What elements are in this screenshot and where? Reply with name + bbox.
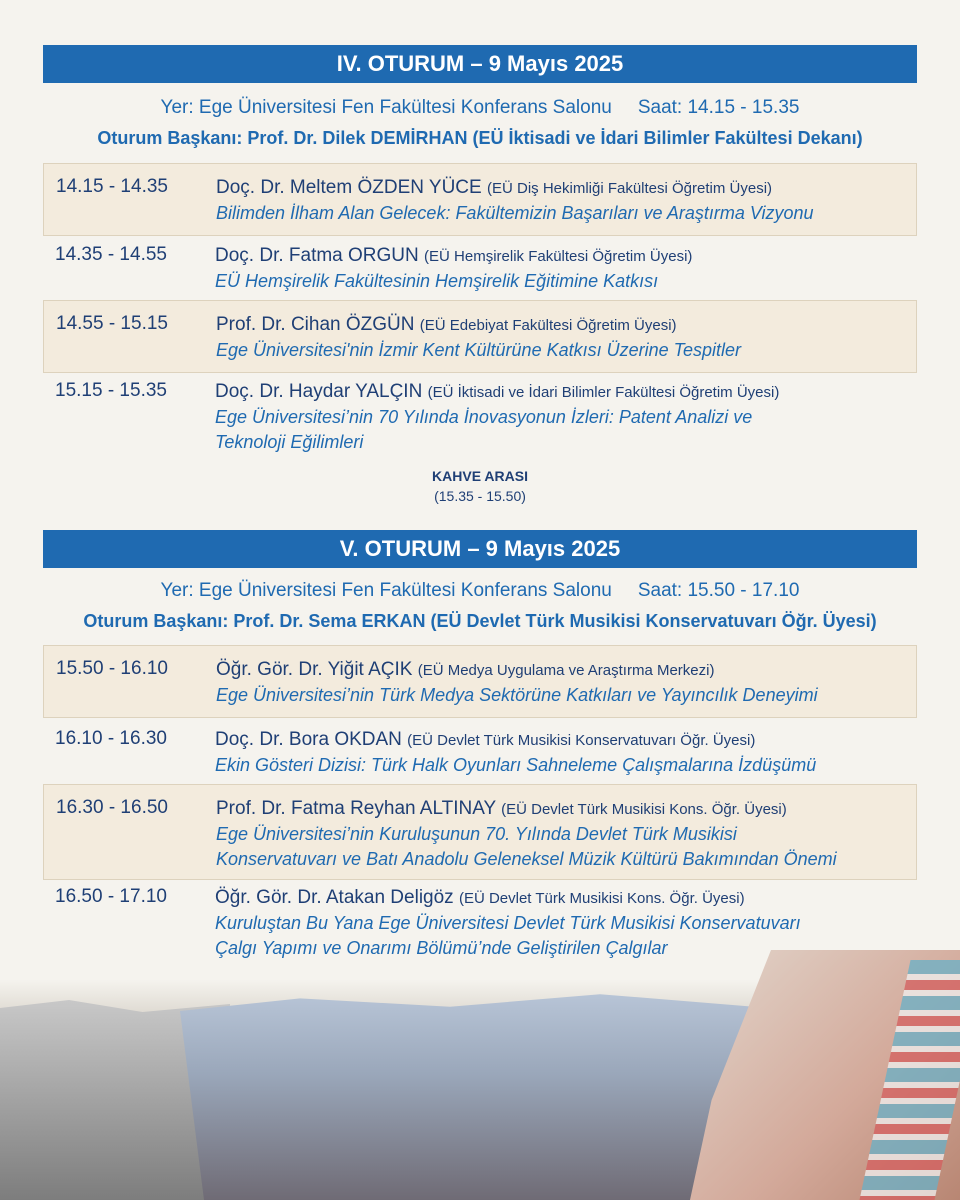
session-4-location: Yer: Ege Üniversitesi Fen Fakültesi Konferans Salonu bbox=[160, 97, 612, 118]
session-4-location-line bbox=[0, 97, 960, 119]
talk-time: 16.10 - 16.30 bbox=[55, 728, 167, 749]
talk-row bbox=[43, 874, 917, 969]
talk-topic-line-1: Ege Üniversitesi’nin Kuruluşunun 70. Yılında Devlet Türk Musikisi bbox=[216, 824, 737, 844]
talk-affiliation: (EÜ Edebiyat Fakültesi Öğretim Üyesi) bbox=[419, 317, 677, 334]
talk-time: 15.15 - 15.35 bbox=[55, 380, 167, 401]
talk-speaker: Prof. Dr. Cihan ÖZGÜN bbox=[216, 314, 415, 335]
talk-topic: Ege Üniversitesi’nin Türk Medya Sektörüne Katkıları ve Yayıncılık Deneyimi bbox=[216, 685, 818, 705]
session-5-time: Saat: 15.50 - 17.10 bbox=[637, 580, 800, 601]
talk-row bbox=[43, 716, 917, 786]
talk-time: 16.50 - 17.10 bbox=[55, 886, 167, 907]
talk-topic: Ege Üniversitesi'nin İzmir Kent Kültürüne Katkısı Üzerine Tespitler bbox=[216, 340, 741, 360]
talk-time: 14.55 - 15.15 bbox=[56, 313, 168, 334]
talk-row bbox=[43, 163, 917, 236]
coffee-break-title: KAHVE ARASI bbox=[432, 468, 528, 484]
session-5-header: V. OTURUM – 9 Mayıs 2025 bbox=[43, 530, 917, 568]
talk-affiliation: (EÜ Devlet Türk Musikisi Konservatuvarı Öğr. Üyesi) bbox=[407, 732, 756, 749]
talk-row bbox=[43, 645, 917, 718]
talk-speaker: Doç. Dr. Meltem ÖZDEN YÜCE bbox=[216, 177, 482, 198]
talk-topic: Ekin Gösteri Dizisi: Türk Halk Oyunları Sahneleme Çalışmalarına İzdüşümü bbox=[215, 755, 817, 775]
talk-topic: EÜ Hemşirelik Fakültesinin Hemşirelik Eğitimine Katkısı bbox=[215, 271, 659, 291]
coffee-break-time: (15.35 - 15.50) bbox=[434, 488, 526, 504]
talk-affiliation: (EÜ İktisadi ve İdari Bilimler Fakültesi Öğretim Üyesi) bbox=[427, 384, 780, 401]
talk-speaker: Doç. Dr. Bora OKDAN bbox=[215, 729, 402, 750]
talk-affiliation: (EÜ Devlet Türk Musikisi Kons. Öğr. Üyesi) bbox=[501, 801, 787, 818]
talk-affiliation: (EÜ Diş Hekimliği Fakültesi Öğretim Üyesi) bbox=[486, 180, 773, 197]
session-5-location: Yer: Ege Üniversitesi Fen Fakültesi Konferans Salonu bbox=[160, 580, 612, 601]
talk-row bbox=[43, 368, 917, 463]
talk-time: 14.15 - 14.35 bbox=[56, 176, 168, 197]
session-4-time: Saat: 14.15 - 15.35 bbox=[637, 97, 800, 118]
session-5-chair: Oturum Başkanı: Prof. Dr. Sema ERKAN (EÜ Devlet Türk Musikisi Konservatuvarı Öğr. Üyesi) bbox=[83, 611, 877, 631]
talk-topic-line-1: Kuruluştan Bu Yana Ege Üniversitesi Devlet Türk Musikisi Konservatuvarı bbox=[215, 913, 801, 933]
talk-topic: Bilimden İlham Alan Gelecek: Fakültemizin Başarıları ve Araştırma Vizyonu bbox=[216, 203, 814, 223]
talk-time: 15.50 - 16.10 bbox=[56, 658, 168, 679]
talk-speaker: Öğr. Gör. Dr. Atakan Deligöz bbox=[215, 887, 454, 908]
talk-affiliation: (EÜ Hemşirelik Fakültesi Öğretim Üyesi) bbox=[424, 248, 693, 265]
talk-speaker: Doç. Dr. Haydar YALÇIN bbox=[215, 381, 423, 402]
talk-topic-line-2: Teknoloji Eğilimleri bbox=[215, 432, 364, 452]
talk-time: 16.30 - 16.50 bbox=[56, 797, 168, 818]
session-5-location-line bbox=[0, 580, 960, 602]
talk-row bbox=[43, 300, 917, 373]
talk-speaker: Doç. Dr. Fatma ORGUN bbox=[215, 245, 419, 266]
talk-speaker: Prof. Dr. Fatma Reyhan ALTINAY bbox=[216, 798, 496, 819]
talk-affiliation: (EÜ Devlet Türk Musikisi Kons. Öğr. Üyesi) bbox=[458, 890, 745, 907]
talk-time: 14.35 - 14.55 bbox=[55, 244, 167, 265]
talk-topic-line-2: Çalgı Yapımı ve Onarımı Bölümü’nde Geliştirilen Çalgılar bbox=[215, 938, 668, 958]
talk-row bbox=[43, 784, 917, 880]
session-4-header: IV. OTURUM – 9 Mayıs 2025 bbox=[43, 45, 917, 83]
talk-topic-line-1: Ege Üniversitesi’nin 70 Yılında İnovasyonun İzleri: Patent Analizi ve bbox=[215, 407, 753, 427]
talk-topic-line-2: Konservatuvarı ve Batı Anadolu Geleneksel Müzik Kültürü Bakımından Önemi bbox=[216, 849, 837, 869]
talk-row bbox=[43, 232, 917, 302]
crowd-photo bbox=[180, 990, 780, 1200]
talk-affiliation: (EÜ Medya Uygulama ve Araştırma Merkezi) bbox=[417, 662, 715, 679]
session-4-chair: Oturum Başkanı: Prof. Dr. Dilek DEMİRHAN (EÜ İktisadi ve İdari Bilimler Fakültesi Dekanı) bbox=[97, 128, 863, 148]
talk-speaker: Öğr. Gör. Dr. Yiğit AÇIK bbox=[216, 659, 413, 680]
